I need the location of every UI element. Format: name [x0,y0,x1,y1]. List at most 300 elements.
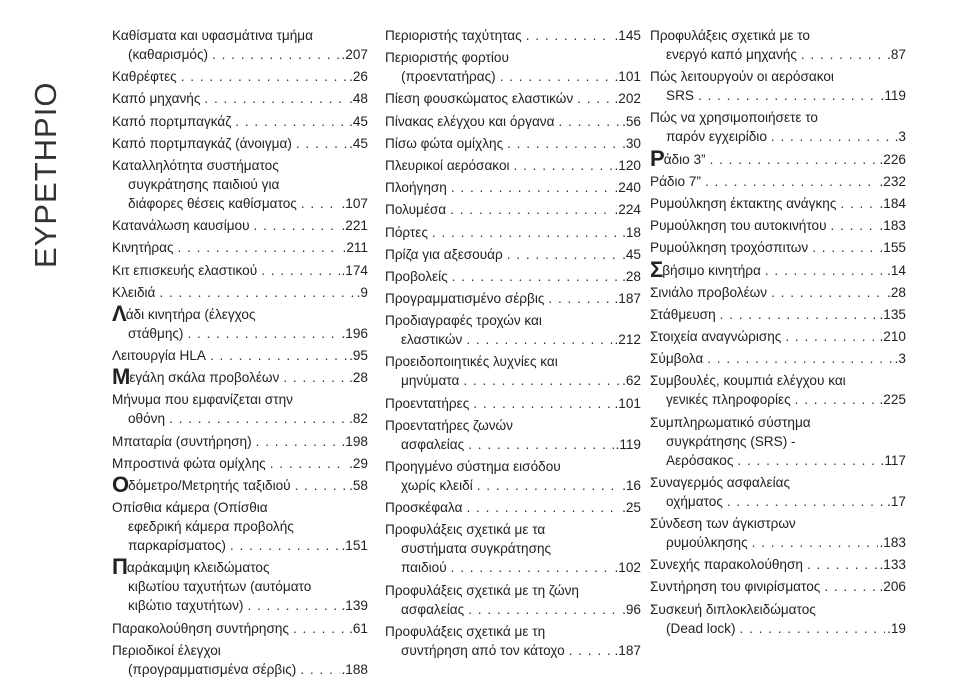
index-entry-label: Κατανάλωση καυσίμου [112,218,250,234]
index-page-number: .187 [614,642,641,658]
index-entry-label: (προεντατήρας) [401,69,496,85]
index-entry-text [112,283,155,302]
index-entry-label: Προδιαγραφές τροχών και [385,313,542,329]
leader-dots [177,67,347,86]
index-page-number: .206 [879,579,906,595]
index-entry-line [385,622,641,641]
index-page-number: .96 [622,601,641,617]
index-page-number: .221 [341,218,368,234]
index-entry-label: παρόν εγχειρίδιο [666,129,767,145]
index-entry-label: ασφαλείας [401,601,465,617]
index-entry-line [112,324,368,343]
index-entry-line [385,245,641,264]
index-entry-label: Συνεχής παρακολούθηση [650,557,803,573]
index-entry-text [385,457,561,476]
index-entry-text [650,216,827,235]
leader-dots [701,172,878,191]
index-entry-text [385,178,447,197]
index-entry-text [401,435,464,454]
index-entry [385,48,641,86]
index-entry-line [650,108,906,127]
index-entry-line [385,134,641,153]
index-page-number: .3 [894,351,906,367]
index-page-number: .9 [356,284,368,300]
index-entry-label: (καθαρισμός) [128,47,209,62]
index-page-number: .224 [614,202,641,218]
index-entry-label: Προγραμματισμένο σέρβις [385,291,545,307]
index-page-number: .14 [887,262,906,278]
index-entry [650,327,906,346]
leader-dots [292,134,347,153]
index-entry-label: Ρυμούλκηση του αυτοκινήτου [650,218,827,234]
leader-dots [510,156,613,175]
index-entry-text [385,520,545,539]
index-page-number: .174 [341,262,368,278]
index-page-number: .211 [342,240,368,256]
index-entry-text [128,660,296,679]
index-entry-line [650,371,906,390]
index-page-number: .198 [341,433,368,449]
index-entry-line [650,600,906,619]
index-entry [650,67,906,105]
index-entry-label: συστήματα συγκράτησης [401,541,552,557]
index-entry-text [650,283,767,302]
index-entry [112,238,368,257]
index-entry [112,300,368,343]
index-entry-line [112,283,368,302]
index-entry-line [385,558,641,577]
index-entry-label: συγκράτησης παιδιού για [128,176,280,192]
index-entry-text [666,45,797,64]
index-entry-text [112,300,256,326]
leader-dots [554,112,620,131]
index-entry-text [385,134,503,153]
index-entry-label: Προφυλάξεις σχετικά με τη ζώνη [385,582,579,598]
index-entry-text [128,175,279,194]
index-entry-line [112,390,368,409]
index-entry-label: Πώς λειτουργούν οι αερόσακοι [650,69,834,85]
leader-dots [522,26,613,45]
leader-dots [565,641,613,660]
index-entry-text [385,394,469,413]
index-entry-label: δόμετρο/Μετρητής ταξιδιού [128,478,291,493]
index-entry-text [128,536,226,555]
index-page-number: .45 [349,113,368,129]
index-entry [112,498,368,555]
leader-dots [243,596,339,615]
leader-dots [459,371,620,390]
leader-dots [206,346,347,365]
index-entry-line [112,194,368,213]
index-entry [650,194,906,213]
index-entry-text [666,533,748,552]
index-entry-label: εφεδρική κάμερα προβολής [128,519,294,535]
index-entry [112,261,368,280]
index-entry-text [385,89,573,108]
leader-dots [694,86,879,105]
index-entry-text [112,156,279,175]
index-entry-text [650,145,706,171]
index-entry-label: οθόνη [128,411,166,427]
index-entry-text [650,238,808,257]
index-entry-label: γενικές πληροφορίες [666,392,791,408]
index-entry [385,134,641,153]
index-entry [650,555,906,574]
index-entry [112,641,368,679]
index-entry-text [128,577,311,596]
index-entry [385,394,641,413]
index-entry-label: Συμβουλές, κουμπιά ελέγχου και [650,373,846,389]
index-entry-text [128,596,243,615]
index-page-number: .28 [622,268,641,284]
index-entry-line [112,554,368,580]
index-entry-label: Αερόσακος [666,452,734,468]
index-entry-line [385,641,641,660]
index-entry [650,577,906,596]
index-entry-label: Ρυμούλκηση έκτακτης ανάγκης [650,195,837,211]
index-entry-label: βήσιμο κινητήρα [662,262,761,278]
leader-dots [733,451,878,470]
index-page-number: .101 [614,395,641,411]
index-entry [385,156,641,175]
leader-dots [266,454,347,473]
index-entry-line [650,127,906,146]
index-entry-text [385,581,579,600]
index-entry-text [650,256,761,282]
index-entry-text [112,112,231,131]
index-entry-text [128,324,183,343]
index-page-number: .107 [341,195,368,211]
index-entry [112,472,368,497]
index-entry-label: Πώς να χρησιμοποιήσετε το [650,110,818,126]
index-letter-heading: Π [112,554,127,580]
index-entry-text [666,432,796,451]
index-entry-line [385,289,641,308]
index-page-number: .48 [349,91,368,107]
index-entry-text [112,619,289,638]
index-entry-label: Προειδοποιητικές λυχνίες και [385,354,558,370]
index-entry-label: Στάθμευση [650,306,716,322]
index-entry-text [650,327,781,346]
leader-dots [797,45,885,64]
index-entry-label: Προφυλάξεις σχετικά με τη [385,623,546,639]
index-entry [112,619,368,638]
index-entry-label: Καταλληλότητα συστήματος [112,157,279,173]
index-entry [112,454,368,473]
index-entry-text [401,641,565,660]
index-entry-text [650,194,836,213]
index-entry-text [666,390,791,409]
leader-dots [573,89,612,108]
leader-dots [462,498,620,517]
leader-dots [252,432,340,451]
index-entry-text [128,45,208,64]
index-entry [650,26,906,64]
index-entry-label: Καπό μηχανής [112,91,201,107]
index-entry [650,371,906,409]
index-entry-label: μηνύματα [401,373,460,389]
index-entry-label: Παρακολούθηση συντήρησης [112,620,289,636]
index-entry-line [112,134,368,153]
leader-dots [448,267,620,286]
index-entry-line [112,577,368,596]
index-entry-text [385,48,509,67]
index-letter-heading: Ο [112,472,129,497]
index-entry-text [112,261,257,280]
index-entry-label: Προεντατήρες ζωνών [385,417,513,433]
index-entry-label: κιβωτίου ταχυτήτων (αυτόματο [128,579,312,595]
index-page-number: .45 [349,135,368,151]
index-entry-text [401,67,496,86]
index-entry-line [385,67,641,86]
index-column-2 [385,26,641,663]
index-entry-text [385,352,558,371]
index-page-number: .95 [349,348,368,364]
index-letter-heading: Λ [112,300,126,326]
index-entry-label: Οπίσθια κάμερα (Οπίσθια [112,500,268,516]
index-entry-label: Μπροστινά φώτα ομίχλης [112,455,266,471]
index-entry-text [401,539,551,558]
index-entry-text [112,641,221,660]
index-page-number: .188 [341,661,368,677]
index-entry-text [650,600,816,619]
index-entry [112,364,368,390]
leader-dots [716,305,878,324]
index-entry-line [112,517,368,536]
index-entry-text [112,554,270,580]
index-entry-text [650,577,820,596]
index-entry-line [112,112,368,131]
index-entry-label: Προφυλάξεις σχετικά με το [650,28,810,43]
index-entry-text [112,454,266,473]
leader-dots [250,216,340,235]
index-entry-line [385,371,641,390]
index-letter-heading: Ρ [650,145,664,171]
index-entry-line [650,619,906,638]
leader-dots [291,476,347,495]
index-page-number: .102 [614,560,641,576]
index-entry-label: (Dead lock) [666,620,736,636]
index-entry-text [650,555,803,574]
index-entry-line [385,498,641,517]
index-entry-text [112,432,252,451]
index-entry-text [385,223,428,242]
index-entry-line [112,660,368,679]
index-entry-label: Κιτ επισκευής ελαστικού [112,262,258,278]
index-entry-text [666,492,723,511]
index-entry-text [650,26,810,45]
index-entry-line [112,364,368,390]
leader-dots [503,134,620,153]
index-entry-label: Πίσω φώτα ομίχλης [385,135,504,151]
index-entry-line [385,352,641,371]
index-entry-line [112,261,368,280]
index-entry-text [401,476,473,495]
index-entry-label: Πλευρικοί αερόσακοι [385,157,510,173]
index-page-number: .120 [614,157,641,173]
leader-dots [803,555,878,574]
index-entry-text [112,390,293,409]
index-page-number: .30 [622,135,641,151]
index-entry-line [650,86,906,105]
index-entry-label: Καπό πορτμπαγκάζ [112,113,232,129]
leader-dots [703,349,892,368]
index-entry-text [385,200,446,219]
index-entry-text [666,86,694,105]
index-entry-label: Περιοριστής φορτίου [385,50,509,66]
index-entry-line [385,330,641,349]
leader-dots [748,533,878,552]
index-entry [650,256,906,282]
index-entry [650,349,906,368]
index-entry-text [385,416,513,435]
index-entry-label: στάθμης) [128,325,184,341]
index-entry-line [650,238,906,257]
index-entry-line [112,641,368,660]
index-entry [112,390,368,428]
index-entry [112,283,368,302]
index-entry [112,554,368,615]
index-entry-line [385,311,641,330]
index-entry [112,346,368,365]
index-entry-label: παιδιού [401,560,447,576]
index-entry-line [112,454,368,473]
index-page-number: .226 [879,151,906,167]
index-page-number: .202 [614,91,641,107]
index-entry-label: Πόρτες [385,224,428,240]
index-entry-text [128,194,297,213]
leader-dots [767,127,893,146]
index-entry-text [650,349,703,368]
index-entry-line [650,283,906,302]
index-entry-label: Καθίσματα και υφασμάτινα τμήμα [112,28,313,43]
leader-dots [808,238,877,257]
index-entry-line [650,26,906,45]
index-entry-text [385,112,554,131]
index-entry-line [112,26,368,45]
index-entry-line [112,472,368,497]
index-page-number: .17 [887,493,906,509]
index-entry [112,26,368,64]
index-entry [385,223,641,242]
index-entry-text [112,472,291,497]
index-entry [650,216,906,235]
leader-dots [836,194,877,213]
leader-dots [447,558,613,577]
index-entry-text [666,451,733,470]
index-entry-label: Προεντατήρες [385,395,470,411]
index-entry-text [385,289,544,308]
index-entry-label: Πρίζα για αξεσουάρ [385,246,503,262]
index-entry [112,89,368,108]
index-entry-text [385,267,448,286]
index-entry [650,108,906,146]
index-entry-line [112,175,368,194]
index-entry-line [650,145,906,171]
index-entry-text [385,622,545,641]
index-page-number: .183 [879,535,906,550]
index-entry [650,413,906,470]
index-entry-line [650,256,906,282]
index-entry-line [650,216,906,235]
index-entry [385,622,641,660]
index-entry-label: Στοιχεία αναγνώρισης [650,329,782,345]
index-entry [385,89,641,108]
index-entry-label: παρκαρίσματος) [128,538,226,554]
leader-dots [736,619,886,638]
index-entry-text [650,514,796,533]
index-entry-label: Σύνδεση των άγκιστρων [650,516,796,531]
index-title-text: ΕΥΡΕΤΗΡΙΟ [28,81,63,268]
index-page-number: .119 [880,88,906,104]
index-page-number: .155 [879,240,906,256]
leader-dots [706,150,878,169]
index-entry-label: Συναγερμός ασφαλείας [650,474,791,490]
leader-dots [544,289,612,308]
leader-dots [464,435,613,454]
index-entry-text [650,473,790,492]
index-entry-label: Συντήρηση του φινιρίσματος [650,579,821,595]
index-entry-label: ασφαλείας [401,436,465,452]
index-page-number: .117 [880,452,906,468]
index-entry-label: Προβολείς [385,268,448,284]
index-entry [385,457,641,495]
index-entry-line [650,172,906,191]
leader-dots [503,245,620,264]
index-page-number: .58 [349,478,368,493]
index-entry-line [385,476,641,495]
index-page-number: .145 [614,28,641,43]
index-entry-label: Μήνυμα που εμφανίζεται στην [112,392,293,408]
index-page-number: .29 [349,455,368,471]
index-entry-text [666,619,736,638]
index-entry-line [650,194,906,213]
index-entry-line [385,26,641,45]
index-entry-text [112,134,292,153]
index-entry-label: Προφυλάξεις σχετικά με τα [385,522,546,538]
index-entry-label: Σινιάλο προβολέων [650,284,768,300]
index-section-title [12,38,72,268]
leader-dots [165,409,347,428]
index-entry-label: Συμπληρωματικό σύστημα [650,414,811,430]
index-entry-text [385,156,510,175]
index-entry-line [385,581,641,600]
index-entry-text [401,600,464,619]
index-page-number: .45 [622,246,641,262]
index-entry-line [112,596,368,615]
index-entry [650,145,906,171]
index-entry [112,134,368,153]
index-entry-label: Μπαταρία (συντήρηση) [112,433,252,449]
index-entry-line [112,156,368,175]
index-letter-heading: Σ [650,256,663,282]
index-entry-text [112,216,250,235]
leader-dots [496,67,613,86]
index-entry-label: (προγραμματισμένα σέρβις) [128,661,297,677]
index-entry-label: εγάλη σκάλα προβολέων [129,370,280,386]
leader-dots [208,45,339,64]
index-entry-text [650,108,818,127]
index-page-number: .56 [622,113,641,129]
index-entry [385,178,641,197]
index-entry-label: Ρυμούλκηση τροχόσπιτων [650,240,809,256]
index-entry-line [385,178,641,197]
leader-dots [183,324,339,343]
leader-dots [446,200,612,219]
leader-dots [155,283,354,302]
leader-dots [428,223,620,242]
index-entry-label: χωρίς κλειδί [401,478,473,493]
